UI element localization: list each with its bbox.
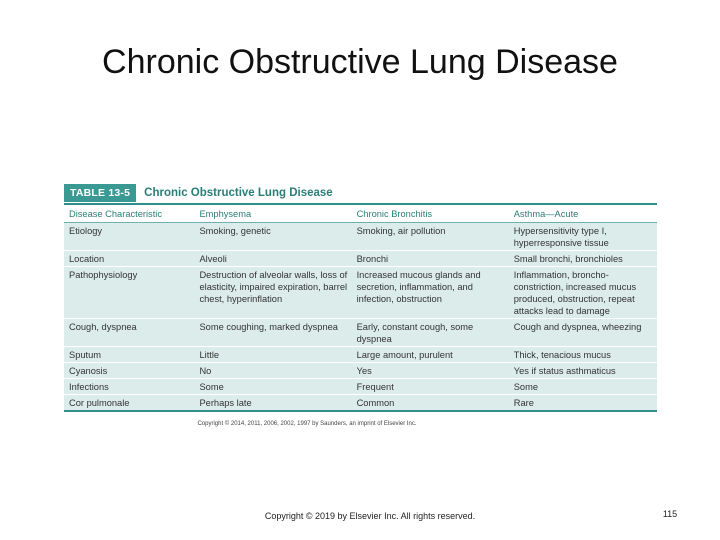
column-header: Asthma—Acute: [509, 205, 657, 223]
table-row: [64, 267, 657, 319]
table-row: [64, 395, 657, 412]
table-figure: [64, 183, 657, 412]
table-cell: Little: [194, 347, 351, 363]
table-row: [64, 223, 657, 251]
table-cell: Inflammation, broncho-constriction, increased mucus produced, obstruction, repeat attacks lead to damage: [509, 267, 657, 319]
table-cell: Alveoli: [194, 251, 351, 267]
table-tag: TABLE 13-5: [64, 184, 136, 202]
table-cell: Some: [194, 379, 351, 395]
table-cell: Cyanosis: [64, 363, 194, 379]
table-cell: Some: [509, 379, 657, 395]
column-header: Chronic Bronchitis: [352, 205, 509, 223]
table-cell: Thick, tenacious mucus: [509, 347, 657, 363]
table-cell: Bronchi: [352, 251, 509, 267]
table-cell: Infections: [64, 379, 194, 395]
table-cell: Smoking, air pollution: [352, 223, 509, 251]
table-cell: Early, constant cough, some dyspnea: [352, 319, 509, 347]
table-cell: Perhaps late: [194, 395, 351, 412]
table-cell: Some coughing, marked dyspnea: [194, 319, 351, 347]
table-cell: Cor pulmonale: [64, 395, 194, 412]
table-cell: Cough, dyspnea: [64, 319, 194, 347]
table-row: [64, 251, 657, 267]
table-cell: Yes: [352, 363, 509, 379]
data-table: [64, 205, 657, 412]
table-cell: Yes if status asthmaticus: [509, 363, 657, 379]
footer-copyright: Copyright © 2019 by Elsevier Inc. All rights reserved.: [264, 511, 476, 521]
table-cell: Location: [64, 251, 194, 267]
page-number: 115: [662, 509, 678, 519]
table-credit: Copyright © 2014, 2011, 2006, 2002, 1997 by Saunders, an imprint of Elsevier Inc.: [197, 421, 417, 427]
slide-title: Chronic Obstructive Lung Disease: [102, 43, 618, 81]
table-cell: Small bronchi, bronchioles: [509, 251, 657, 267]
table-cell: Increased mucous glands and secretion, inflammation, and infection, obstruction: [352, 267, 509, 319]
table-row: [64, 347, 657, 363]
table-caption: Chronic Obstructive Lung Disease: [144, 187, 333, 199]
table-row: [64, 319, 657, 347]
table-row: [64, 363, 657, 379]
table-cell: Smoking, genetic: [194, 223, 351, 251]
table-cell: Cough and dyspnea, wheezing: [509, 319, 657, 347]
table-cell: Destruction of alveolar walls, loss of elasticity, impaired expiration, barrel chest, hyperinflation: [194, 267, 351, 319]
table-cell: Rare: [509, 395, 657, 412]
table-cell: Pathophysiology: [64, 267, 194, 319]
table-cell: Common: [352, 395, 509, 412]
column-header: Emphysema: [194, 205, 351, 223]
table-header-bar: [64, 183, 657, 205]
table-row: [64, 379, 657, 395]
table-header-row: [64, 205, 657, 223]
table-cell: Frequent: [352, 379, 509, 395]
table-cell: Large amount, purulent: [352, 347, 509, 363]
table-cell: No: [194, 363, 351, 379]
table-cell: Sputum: [64, 347, 194, 363]
column-header: Disease Characteristic: [64, 205, 194, 223]
table-cell: Hypersensitivity type I, hyperresponsive tissue: [509, 223, 657, 251]
table-cell: Etiology: [64, 223, 194, 251]
